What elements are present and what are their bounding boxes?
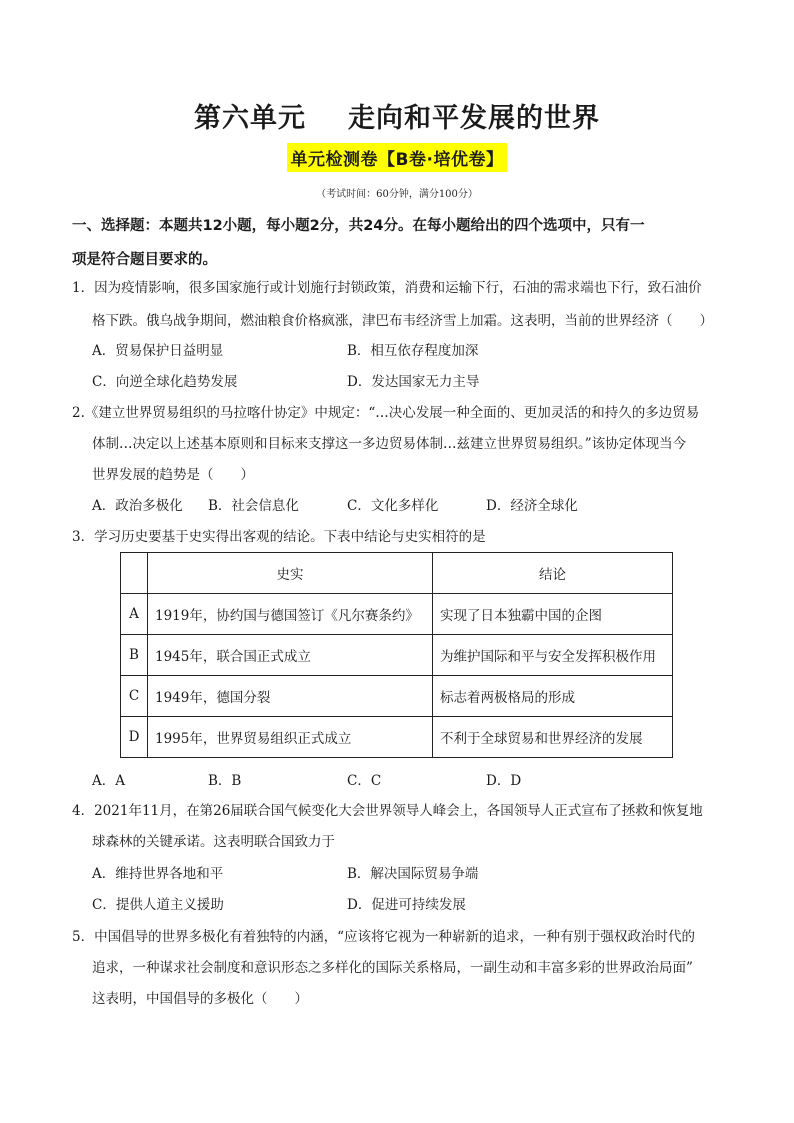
q1-option-c[interactable]: C．向逆全球化趋势发展 (92, 374, 238, 390)
q1-option-a[interactable]: A．贸易保护日益明显 (92, 343, 224, 359)
q4-option-b[interactable]: B．解决国际贸易争端 (347, 866, 479, 882)
table-row (121, 676, 673, 717)
q2-option-c[interactable]: C．文化多样化 (347, 498, 439, 514)
q1-option-b[interactable]: B．相互依存程度加深 (347, 343, 479, 359)
q4-stem-line1: 4．2021年11月，在第26届联合国气候变化大会世界领导人峰会上，各国领导人正式宣布了拯救和恢复地 (72, 803, 703, 819)
table-cell: C (121, 676, 148, 717)
q4-option-c[interactable]: C．提供人道主义援助 (92, 897, 224, 913)
table-header-cell: 史实 (148, 553, 433, 594)
q3-stem-line1: 3．学习历史要基于史实得出客观的结论。下表中结论与史实相符的是 (72, 529, 486, 545)
q3-option-a[interactable]: A．A (92, 773, 125, 789)
table-header-row (121, 553, 673, 594)
q2-option-a[interactable]: A．政治多极化 (92, 498, 183, 514)
q3-option-d[interactable]: D．D (486, 773, 522, 789)
table-cell: 不利于全球贸易和世界经济的发展 (433, 717, 673, 758)
table-row (121, 717, 673, 758)
exam-info: （考试时间：60分钟，满分100分） (316, 189, 478, 200)
table-cell: B (121, 635, 148, 676)
table-cell: 1919年，协约国与德国签订《凡尔赛条约》 (148, 594, 433, 635)
history-table (120, 552, 673, 758)
title-topic: 走向和平发展的世界 (348, 103, 600, 134)
table-row (121, 635, 673, 676)
page-subtitle: 单元检测卷【B卷·培优卷】 (287, 143, 508, 172)
q5-stem-line2: 追求，一种谋求社会制度和意识形态之多样化的国际关系格局，一副生动和丰富多彩的世界政治局面” (92, 960, 693, 976)
q5-stem-line1: 5．中国倡导的世界多极化有着独特的内涵，“应该将它视为一种崭新的追求，一种有别于强权政治时代的 (72, 929, 695, 945)
table-cell: 实现了日本独霸中国的企图 (433, 594, 673, 635)
q2-stem-line3: 世界发展的趋势是（ ） (92, 467, 254, 483)
section-heading-line2: 项是符合题目要求的。 (72, 252, 217, 268)
table-cell: A (121, 594, 148, 635)
table-cell: 1949年，德国分裂 (148, 676, 433, 717)
q4-option-d[interactable]: D．促进可持续发展 (347, 897, 466, 913)
table-cell: 1995年，世界贸易组织正式成立 (148, 717, 433, 758)
q1-stem-line2: 格下跌。俄乌战争期间，燃油粮食价格疯涨，津巴布韦经济雪上加霜。这表明，当前的世界经济（ ） (92, 313, 713, 329)
table-header-cell: 结论 (433, 553, 673, 594)
section-heading-line1: 一、选择题：本题共12小题，每小题2分，共24分。在每小题给出的四个选项中，只有一 (72, 218, 645, 234)
q1-option-d[interactable]: D．发达国家无力主导 (347, 374, 480, 390)
table-cell: D (121, 717, 148, 758)
q5-stem-line3: 这表明，中国倡导的多极化（ ） (92, 991, 308, 1007)
table-cell: 标志着两极格局的形成 (433, 676, 673, 717)
q2-option-b[interactable]: B．社会信息化 (208, 498, 299, 514)
q2-stem-line1: 2.《建立世界贸易组织的马拉喀什协定》中规定：“…决心发展一种全面的、更加灵活的和持久的多边贸易 (72, 405, 700, 421)
table-row (121, 594, 673, 635)
q3-option-c[interactable]: C．C (347, 773, 382, 789)
title-unit: 第六单元 (194, 103, 306, 134)
q4-option-a[interactable]: A．维持世界各地和平 (92, 866, 224, 882)
page-title (0, 96, 794, 135)
q3-option-b[interactable]: B．B (208, 773, 242, 789)
q2-stem-line2: 体制…决定以上述基本原则和目标来支撑这一多边贸易体制…兹建立世界贸易组织。”该协定体现当今 (92, 436, 687, 452)
table-cell: 1945年，联合国正式成立 (148, 635, 433, 676)
table-cell: 为维护国际和平与安全发挥积极作用 (433, 635, 673, 676)
table-header-cell (121, 553, 148, 594)
q4-stem-line2: 球森林的关键承诺。这表明联合国致力于 (92, 834, 335, 850)
q2-option-d[interactable]: D．经济全球化 (486, 498, 578, 514)
q1-stem-line1: 1．因为疫情影响，很多国家施行或计划施行封锁政策，消费和运输下行，石油的需求端也下行，致石油价 (72, 280, 702, 296)
